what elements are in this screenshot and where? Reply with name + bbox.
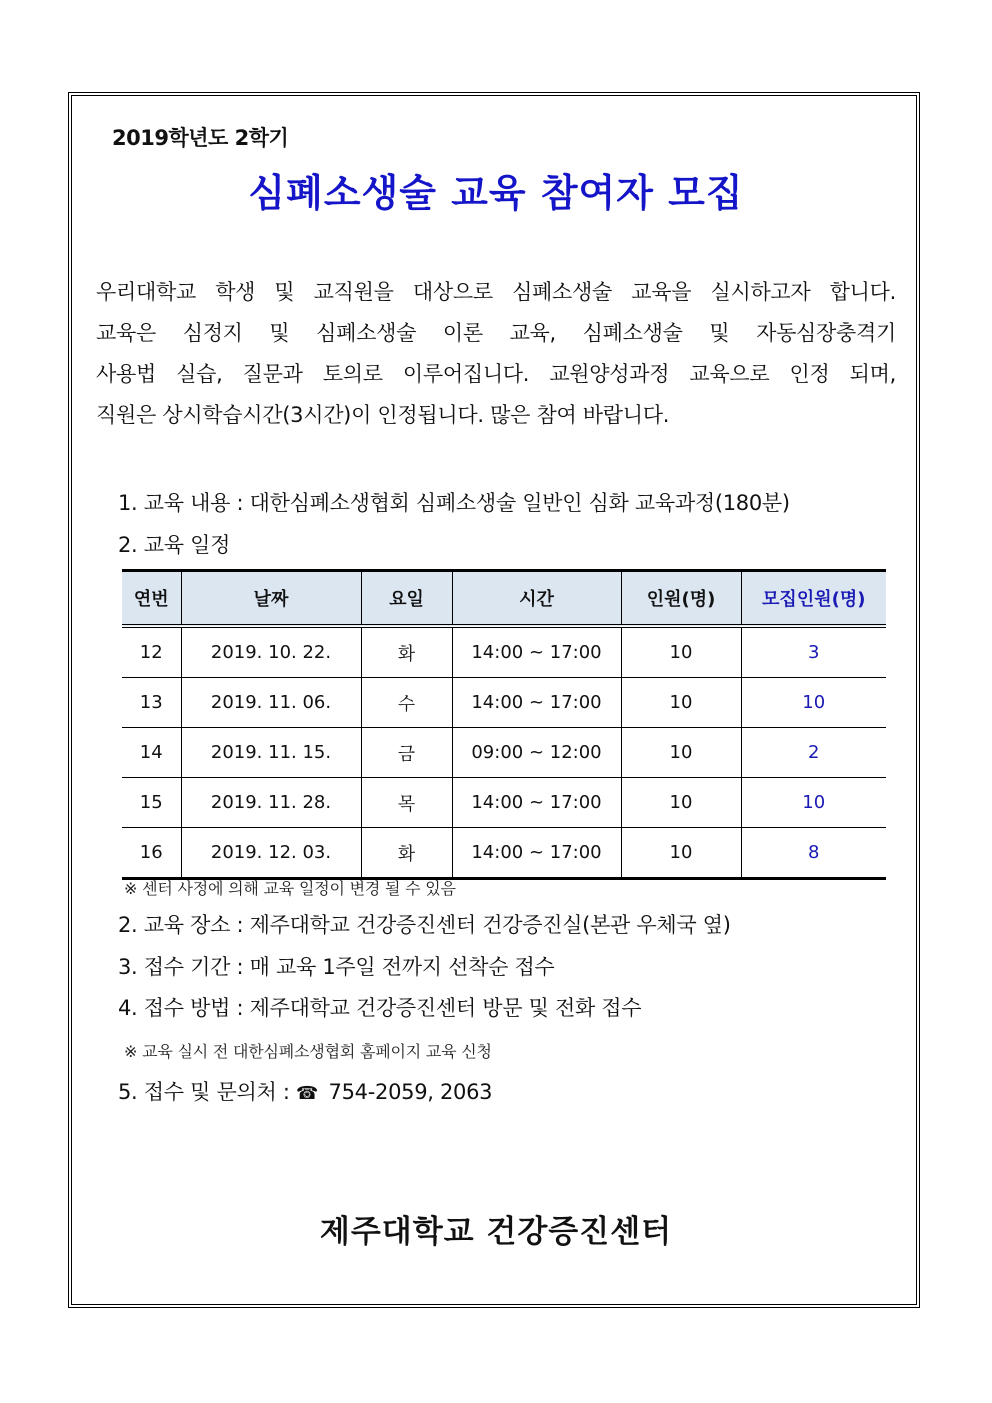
table-row <box>122 626 886 678</box>
item-location: 2. 교육 장소 : 제주대학교 건강증진센터 건강증진실(본관 우체국 옆) <box>118 913 731 937</box>
cell-capacity: 10 <box>621 828 741 879</box>
cell-no: 16 <box>122 828 181 879</box>
cell-date: 2019. 11. 06. <box>181 678 361 728</box>
cell-time: 14:00 ~ 17:00 <box>452 678 621 728</box>
contact-label: 5. 접수 및 문의처 : <box>118 1080 290 1104</box>
cell-day: 금 <box>361 728 452 778</box>
cell-time: 09:00 ~ 12:00 <box>452 728 621 778</box>
cell-day: 목 <box>361 778 452 828</box>
intro-line: 우리대학교 학생 및 교직원을 대상으로 심폐소생술 교육을 실시하고자 합니다. <box>96 280 896 304</box>
schedule-change-note: ※ 센터 사정에 의해 교육 일정이 변경 될 수 있음 <box>124 879 456 898</box>
cell-day: 화 <box>361 626 452 678</box>
item-schedule-heading: 2. 교육 일정 <box>118 533 231 557</box>
page-title: 심폐소생술 교육 참여자 모집 <box>248 171 744 215</box>
col-header-capacity: 인원(명) <box>621 571 741 627</box>
cell-no: 15 <box>122 778 181 828</box>
cell-capacity: 10 <box>621 678 741 728</box>
col-header-no: 연번 <box>122 571 181 627</box>
table-row <box>122 728 886 778</box>
cell-capacity: 10 <box>621 626 741 678</box>
cell-no: 13 <box>122 678 181 728</box>
cell-date: 2019. 11. 28. <box>181 778 361 828</box>
col-header-time: 시간 <box>452 571 621 627</box>
cell-time: 14:00 ~ 17:00 <box>452 828 621 879</box>
cell-no: 12 <box>122 626 181 678</box>
cell-recruit: 3 <box>741 626 886 678</box>
intro-line: 직원은 상시학습시간(3시간)이 인정됩니다. 많은 참여 바랍니다. <box>96 403 670 427</box>
contact-numbers: 754-2059, 2063 <box>328 1080 493 1104</box>
intro-paragraph <box>96 272 896 436</box>
item-registration-period: 3. 접수 기간 : 매 교육 1주일 전까지 선착순 접수 <box>118 955 555 979</box>
cell-day: 화 <box>361 828 452 879</box>
schedule-table <box>122 569 886 880</box>
cell-date: 2019. 11. 15. <box>181 728 361 778</box>
cell-recruit: 2 <box>741 728 886 778</box>
cell-date: 2019. 12. 03. <box>181 828 361 879</box>
table-row <box>122 678 886 728</box>
cell-no: 14 <box>122 728 181 778</box>
semester-label: 2019학년도 2학기 <box>112 126 289 150</box>
organization-name: 제주대학교 건강증진센터 <box>319 1214 673 1250</box>
cell-date: 2019. 10. 22. <box>181 626 361 678</box>
col-header-recruit: 모집인원(명) <box>741 571 886 627</box>
cell-time: 14:00 ~ 17:00 <box>452 778 621 828</box>
item-contact <box>118 1076 492 1106</box>
table-header-row <box>122 571 886 627</box>
online-registration-note: ※ 교육 실시 전 대한심폐소생협회 홈페이지 교육 신청 <box>124 1042 492 1061</box>
item-education-content: 1. 교육 내용 : 대한심폐소생협회 심폐소생술 일반인 심화 교육과정(180분) <box>118 491 790 515</box>
phone-icon: ☎ <box>296 1083 319 1104</box>
cell-recruit: 10 <box>741 778 886 828</box>
cell-recruit: 10 <box>741 678 886 728</box>
table-row <box>122 778 886 828</box>
cell-recruit: 8 <box>741 828 886 879</box>
col-header-date: 날짜 <box>181 571 361 627</box>
item-registration-method: 4. 접수 방법 : 제주대학교 건강증진센터 방문 및 전화 접수 <box>118 996 642 1020</box>
cell-day: 수 <box>361 678 452 728</box>
col-header-day: 요일 <box>361 571 452 627</box>
cell-time: 14:00 ~ 17:00 <box>452 626 621 678</box>
intro-line: 사용법 실습, 질문과 토의로 이루어집니다. 교원양성과정 교육으로 인정 되며, <box>96 362 896 386</box>
table-row <box>122 828 886 879</box>
intro-line: 교육은 심정지 및 심폐소생술 이론 교육, 심폐소생술 및 자동심장충격기 <box>96 321 896 345</box>
cell-capacity: 10 <box>621 728 741 778</box>
cell-capacity: 10 <box>621 778 741 828</box>
